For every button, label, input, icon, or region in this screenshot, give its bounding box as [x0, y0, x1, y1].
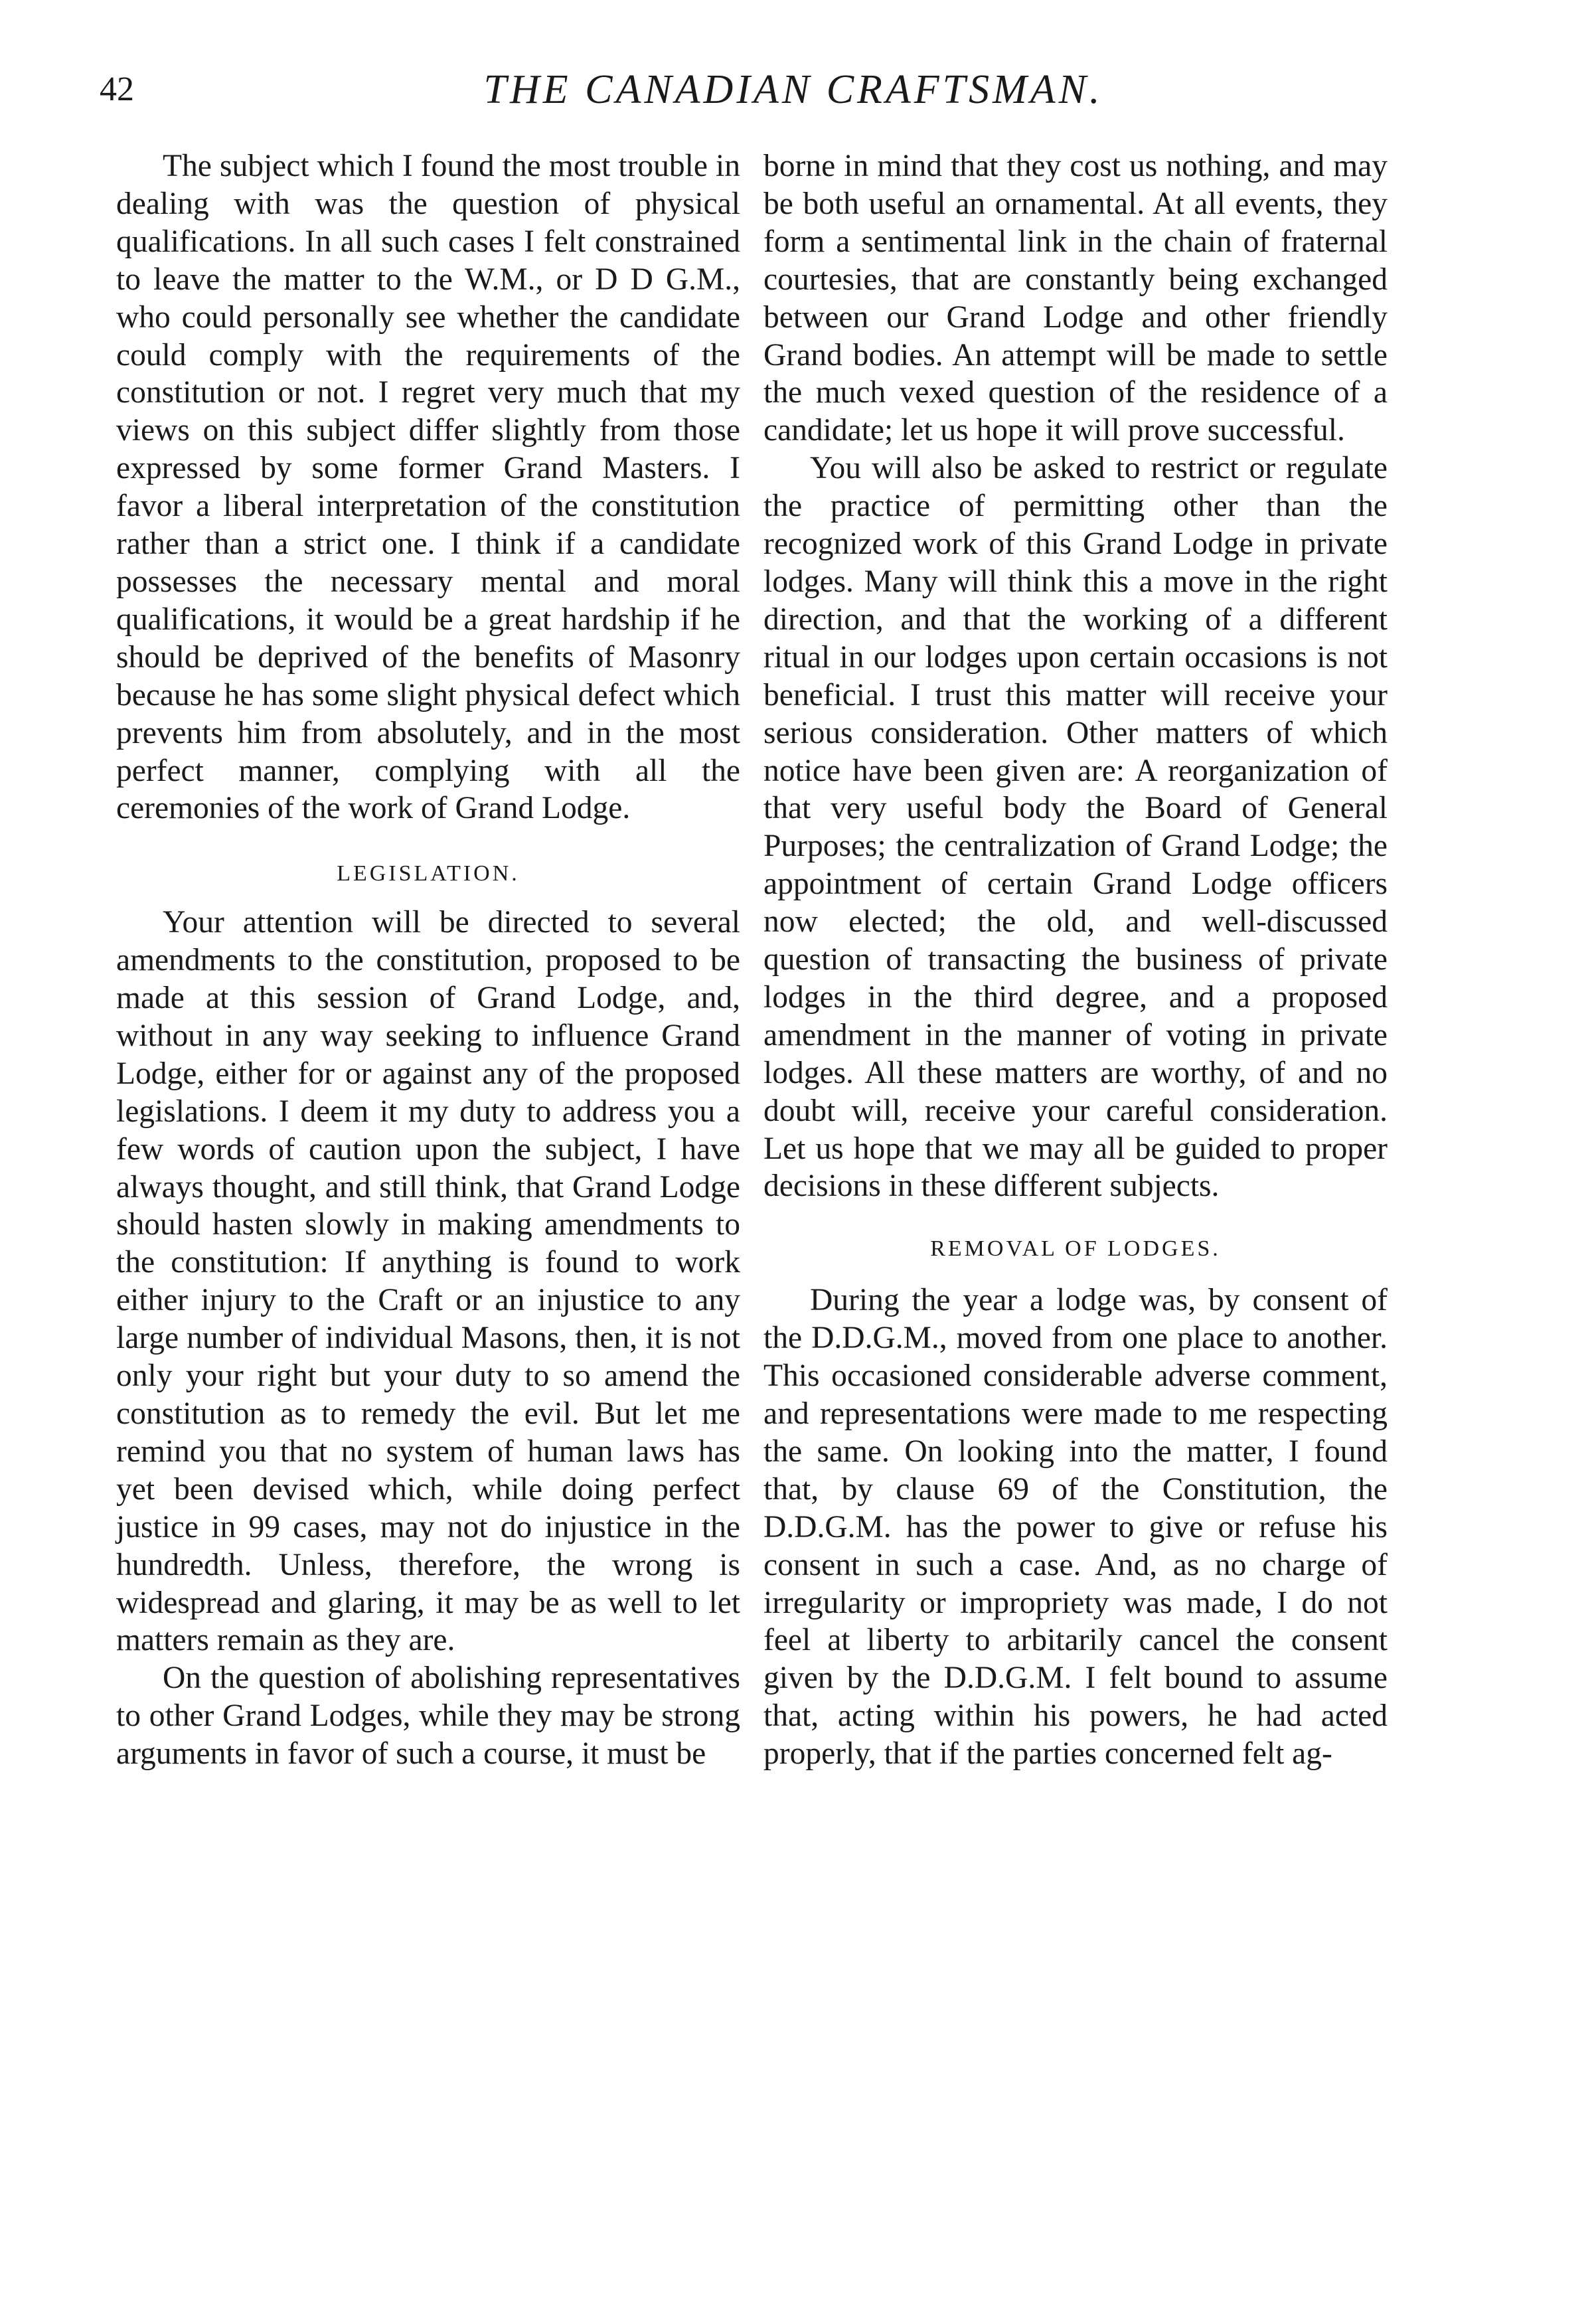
section-heading-removal-of-lodges: REMOVAL OF LODGES.: [930, 1236, 1221, 1262]
left-column: [116, 147, 740, 1773]
section-heading-legislation: LEGISLATION.: [337, 861, 520, 886]
paragraph-representatives-continued: borne in mind that they cost us nothing, and may be both useful an ornamental. At all events, they form a sentimental link in the chain of fraternal courtesies, that are constantly being exchanged between our Grand Lodge and other friendly Grand bodies. An attempt will be made to settle the much vexed question of the residence of a candidate; let us hope it will prove successful.: [763, 149, 1388, 448]
running-header: [100, 66, 1487, 133]
paragraph-private-lodges: You will also be asked to restrict or regulate the practice of permitting other than the recognized work of this Grand Lodge in private lodges. Many will think this a move in the right direction, and that the working of a different ritual in our lodges upon certain occasions is not beneficial. I trust this matter will receive your serious consideration. Other matters of which notice have been given are: A reorganization of that very useful body the Board of General Purposes; the centralization of Grand Lodge; the appointment of certain Grand Lodge officers now elected; the old, and well-discussed question of transacting the business of private lodges in the third degree, and a proposed amendment in the manner of voting in private lodges. All these matters are worthy, of and no doubt will, receive your careful consideration. Let us hope that we may all be guided to proper decisions in these different subjects.: [763, 451, 1388, 1204]
journal-title: THE CANADIAN CRAFTSMAN.: [483, 67, 1103, 112]
paragraph-removal-of-lodges: During the year a lodge was, by consent of the D.D.G.M., moved from one place to another. This occasioned considerable adverse comment, and representations were made to me respecting the same. On looking into the matter, I found that, by clause 69 of the Constitution, the D.D.G.M. has the power to give or refuse his consent in such a case. And, as no charge of irregularity or impropriety was made, I do not feel at liberty to arbitarily cancel the consent given by the D.D.G.M. I felt bound to assume that, acting within his powers, he had acted properly, that if the parties concerned felt ag-: [763, 1283, 1388, 1772]
page-number: 42: [100, 70, 134, 108]
paragraph-legislation: Your attention will be directed to several amendments to the constitution, proposed to be made at this session of Grand Lodge, and, without in any way seeking to influence Grand Lodge, either for or against any of the proposed legislations. I deem it my duty to address you a few words of caution upon the subject, I have always thought, and still think, that Grand Lodge should hasten slowly in making amendments to the constitution: If anything is found to work either injury to the Craft or an injustice to any large number of individual Masons, then, it is not only your right but your duty to so amend the constitution as to remedy the evil. But let me remind you that no system of human laws has yet been devised which, while doing perfect justice in 99 cases, may not do injustice in the hundredth. Unless, therefore, the wrong is widespread and glaring, it may be as well to let matters remain as they are.: [116, 905, 740, 1658]
paragraph-representatives: On the question of abolishing representatives to other Grand Lodges, while they may be strong arguments in favor of such a course, it must be: [116, 1661, 740, 1772]
paragraph-physical-qualifications: The subject which I found the most trouble in dealing with was the question of physical qualifications. In all such cases I felt constrained to leave the matter to the W.M., or D D G.M., who could personally see whether the candidate could comply with the requirements of the constitution or not. I regret very much that my views on this subject differ slightly from those expressed by some former Grand Masters. I favor a liberal interpretation of the constitution rather than a strict one. I think if a candidate possesses the necessary mental and moral qualifications, it would be a great hardship if he should be deprived of the benefits of Masonry because he has some slight physical defect which prevents him from absolutely, and in the most perfect manner, complying with all the ceremonies of the work of Grand Lodge.: [116, 149, 740, 826]
right-column: [763, 147, 1388, 1773]
